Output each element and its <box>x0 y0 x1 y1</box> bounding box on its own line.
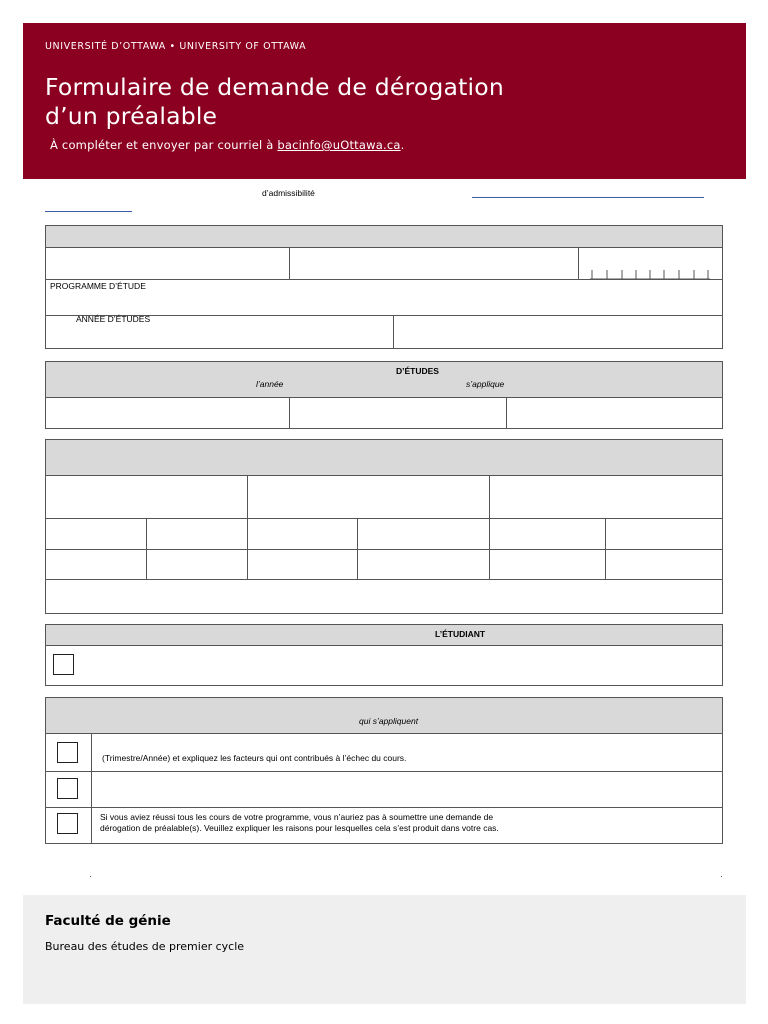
divider <box>45 279 723 280</box>
course-notes-field[interactable] <box>46 580 722 613</box>
course-cell[interactable] <box>248 477 488 517</box>
course-cell[interactable] <box>358 550 488 578</box>
study-period-field-3[interactable] <box>507 399 722 428</box>
title-line-1: Formulaire de demande de dérogation <box>45 73 504 101</box>
first-name-field[interactable] <box>290 249 577 278</box>
subtitle-period: . <box>400 138 405 152</box>
year-label: l’année <box>256 379 284 389</box>
reason-text-3-line-1: Si vous aviez réussi tous les cours de votre programme, vous n’auriez pas à soumettre une demande de <box>100 812 494 822</box>
form-subtitle <box>50 138 404 152</box>
course-cell[interactable] <box>490 477 722 517</box>
course-cell[interactable] <box>358 519 488 548</box>
reason-checkbox-1[interactable] <box>57 742 78 763</box>
link-underline-2[interactable] <box>45 211 132 212</box>
course-cell[interactable] <box>147 519 246 548</box>
student-info-header <box>46 226 722 248</box>
reasons-header-text: qui s’appliquent <box>359 716 419 726</box>
form-title <box>45 73 504 131</box>
faculty-name: Faculté de génie <box>45 913 171 929</box>
reason-text-1: (Trimestre/Année) et expliquez les facteurs qui ont contribués à l’échec du cours. <box>102 753 407 763</box>
page-mark <box>721 876 722 877</box>
last-name-field[interactable] <box>46 249 288 278</box>
applies-label: s’applique <box>466 379 505 389</box>
page-mark <box>90 876 91 877</box>
course-cell[interactable] <box>248 550 356 578</box>
subtitle-text: À compléter et envoyer par courriel à <box>50 138 274 152</box>
reason-checkbox-3[interactable] <box>57 813 78 834</box>
declaration-checkbox[interactable] <box>53 654 74 675</box>
course-cell[interactable] <box>606 550 722 578</box>
study-period-title: D’ÉTUDES <box>396 366 439 376</box>
course-cell[interactable] <box>46 550 145 578</box>
course-cell[interactable] <box>606 519 722 548</box>
admissibility-text: d’admissibilité <box>262 188 315 198</box>
divider <box>45 807 723 808</box>
footer <box>23 895 746 1004</box>
header-banner <box>23 23 746 179</box>
programme-field[interactable] <box>46 290 722 314</box>
course-cell[interactable] <box>248 519 356 548</box>
programme-label: PROGRAMME D’ÉTUDE <box>50 281 146 291</box>
university-name: UNIVERSITÉ D’OTTAWA • UNIVERSITY OF OTTAWA <box>45 41 307 52</box>
annee-etudes-field-2[interactable] <box>394 316 722 348</box>
reason-text-2[interactable] <box>92 772 722 806</box>
annee-etudes-label: ANNÉE D’ÉTUDES <box>76 314 151 324</box>
student-declaration-header <box>46 625 722 646</box>
study-period-header <box>46 362 722 398</box>
link-underline[interactable] <box>472 197 704 198</box>
reason-checkbox-2[interactable] <box>57 778 78 799</box>
student-number-field[interactable] <box>590 270 710 279</box>
study-period-field-2[interactable] <box>290 399 505 428</box>
study-period-field-1[interactable] <box>46 399 288 428</box>
course-cell[interactable] <box>490 519 604 548</box>
course-cell[interactable] <box>46 477 246 517</box>
reason-text-3-line-2: dérogation de préalable(s). Veuillez expliquer les raisons pour lesquelles cela s’est produit dans votre cas. <box>100 823 499 833</box>
title-line-2: d’un préalable <box>45 102 218 130</box>
student-declaration-title: L’ÉTUDIANT <box>435 629 486 639</box>
course-cell[interactable] <box>147 550 246 578</box>
email-link[interactable]: bacinfo@uOttawa.ca <box>277 138 401 152</box>
annee-etudes-field[interactable] <box>46 324 392 348</box>
course-cell[interactable] <box>490 550 604 578</box>
office-name: Bureau des études de premier cycle <box>45 940 245 953</box>
divider <box>578 248 579 279</box>
student-number-ticks <box>590 270 710 279</box>
course-section-header <box>46 440 722 476</box>
course-cell[interactable] <box>46 519 145 548</box>
